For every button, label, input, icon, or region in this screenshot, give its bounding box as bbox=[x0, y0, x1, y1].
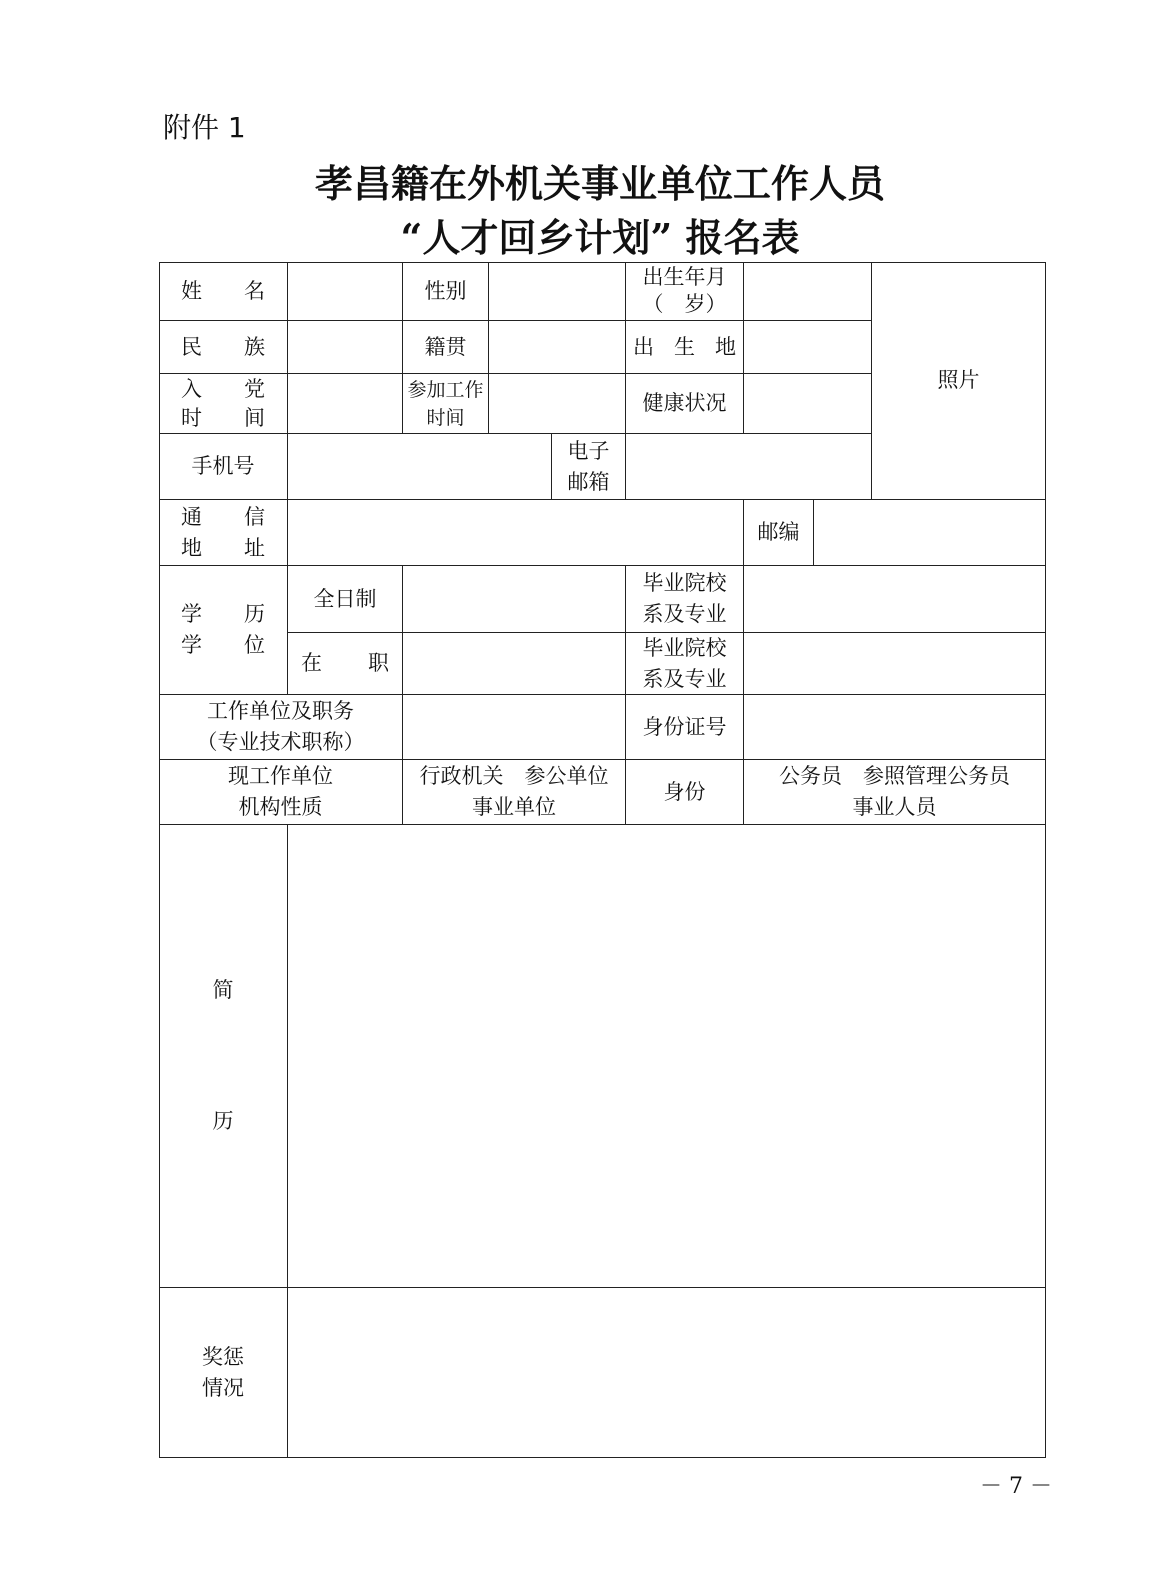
address-field[interactable] bbox=[288, 500, 744, 566]
label-school-major-inservice: 毕业院校 系及专业 bbox=[626, 633, 744, 695]
label-postcode: 邮编 bbox=[744, 500, 814, 566]
birth-field[interactable] bbox=[744, 262, 872, 321]
mobile-field[interactable] bbox=[288, 434, 552, 500]
email-field[interactable] bbox=[626, 434, 872, 500]
postcode-field[interactable] bbox=[814, 500, 1046, 566]
label-fulltime: 全日制 bbox=[288, 566, 403, 633]
label-birth: 出生年月 （ 岁） bbox=[626, 262, 744, 321]
fulltime-degree-field[interactable] bbox=[403, 566, 626, 633]
label-id-number: 身份证号 bbox=[626, 695, 744, 760]
label-resume: 简 历 bbox=[159, 825, 288, 1288]
label-rewards: 奖惩 情况 bbox=[159, 1288, 288, 1458]
workplace-field[interactable] bbox=[403, 695, 626, 760]
label-birthplace: 出生地 bbox=[626, 321, 744, 374]
label-school-major-fulltime: 毕业院校 系及专业 bbox=[626, 566, 744, 633]
native-place-field[interactable] bbox=[489, 321, 626, 374]
label-work-start: 参加工作 时间 bbox=[403, 374, 489, 434]
school-major-fulltime-field[interactable] bbox=[744, 566, 1046, 633]
work-start-field[interactable] bbox=[489, 374, 626, 434]
label-name: 姓名 bbox=[159, 262, 288, 321]
photo-box[interactable]: 照片 bbox=[872, 262, 1046, 500]
party-join-field[interactable] bbox=[288, 374, 403, 434]
form-title-line-1: 孝昌籍在外机关事业单位工作人员 bbox=[314, 161, 885, 206]
label-mobile: 手机号 bbox=[159, 434, 288, 500]
label-workplace: 工作单位及职务 （专业技术职称） bbox=[159, 695, 403, 760]
label-email: 电子 邮箱 bbox=[552, 434, 626, 500]
label-education: 学历 学位 bbox=[159, 566, 288, 695]
inservice-degree-field[interactable] bbox=[403, 633, 626, 695]
label-health: 健康状况 bbox=[626, 374, 744, 434]
label-org-nature: 现工作单位 机构性质 bbox=[159, 760, 403, 825]
label-party-join: 入党 时间 bbox=[159, 374, 288, 434]
form-title-line-2: “人才回乡计划” 报名表 bbox=[400, 215, 800, 260]
resume-field[interactable] bbox=[288, 825, 1046, 1288]
gender-field[interactable] bbox=[489, 262, 626, 321]
label-inservice: 在职 bbox=[288, 633, 403, 695]
rewards-field[interactable] bbox=[288, 1288, 1046, 1458]
label-gender: 性别 bbox=[403, 262, 489, 321]
id-number-field[interactable] bbox=[744, 695, 1046, 760]
identity-options[interactable]: 公务员 参照管理公务员 事业人员 bbox=[744, 760, 1046, 825]
label-native-place: 籍贯 bbox=[403, 321, 489, 374]
label-ethnicity: 民族 bbox=[159, 321, 288, 374]
page-number: － 7 － bbox=[980, 1474, 1052, 1499]
name-field[interactable] bbox=[288, 262, 403, 321]
school-major-inservice-field[interactable] bbox=[744, 633, 1046, 695]
health-field[interactable] bbox=[744, 374, 872, 434]
birthplace-field[interactable] bbox=[744, 321, 872, 374]
org-nature-options[interactable]: 行政机关 参公单位 事业单位 bbox=[403, 760, 626, 825]
label-identity: 身份 bbox=[626, 760, 744, 825]
label-address: 通信 地址 bbox=[159, 500, 288, 566]
attachment-label: 附件 1 bbox=[163, 111, 246, 144]
ethnicity-field[interactable] bbox=[288, 321, 403, 374]
